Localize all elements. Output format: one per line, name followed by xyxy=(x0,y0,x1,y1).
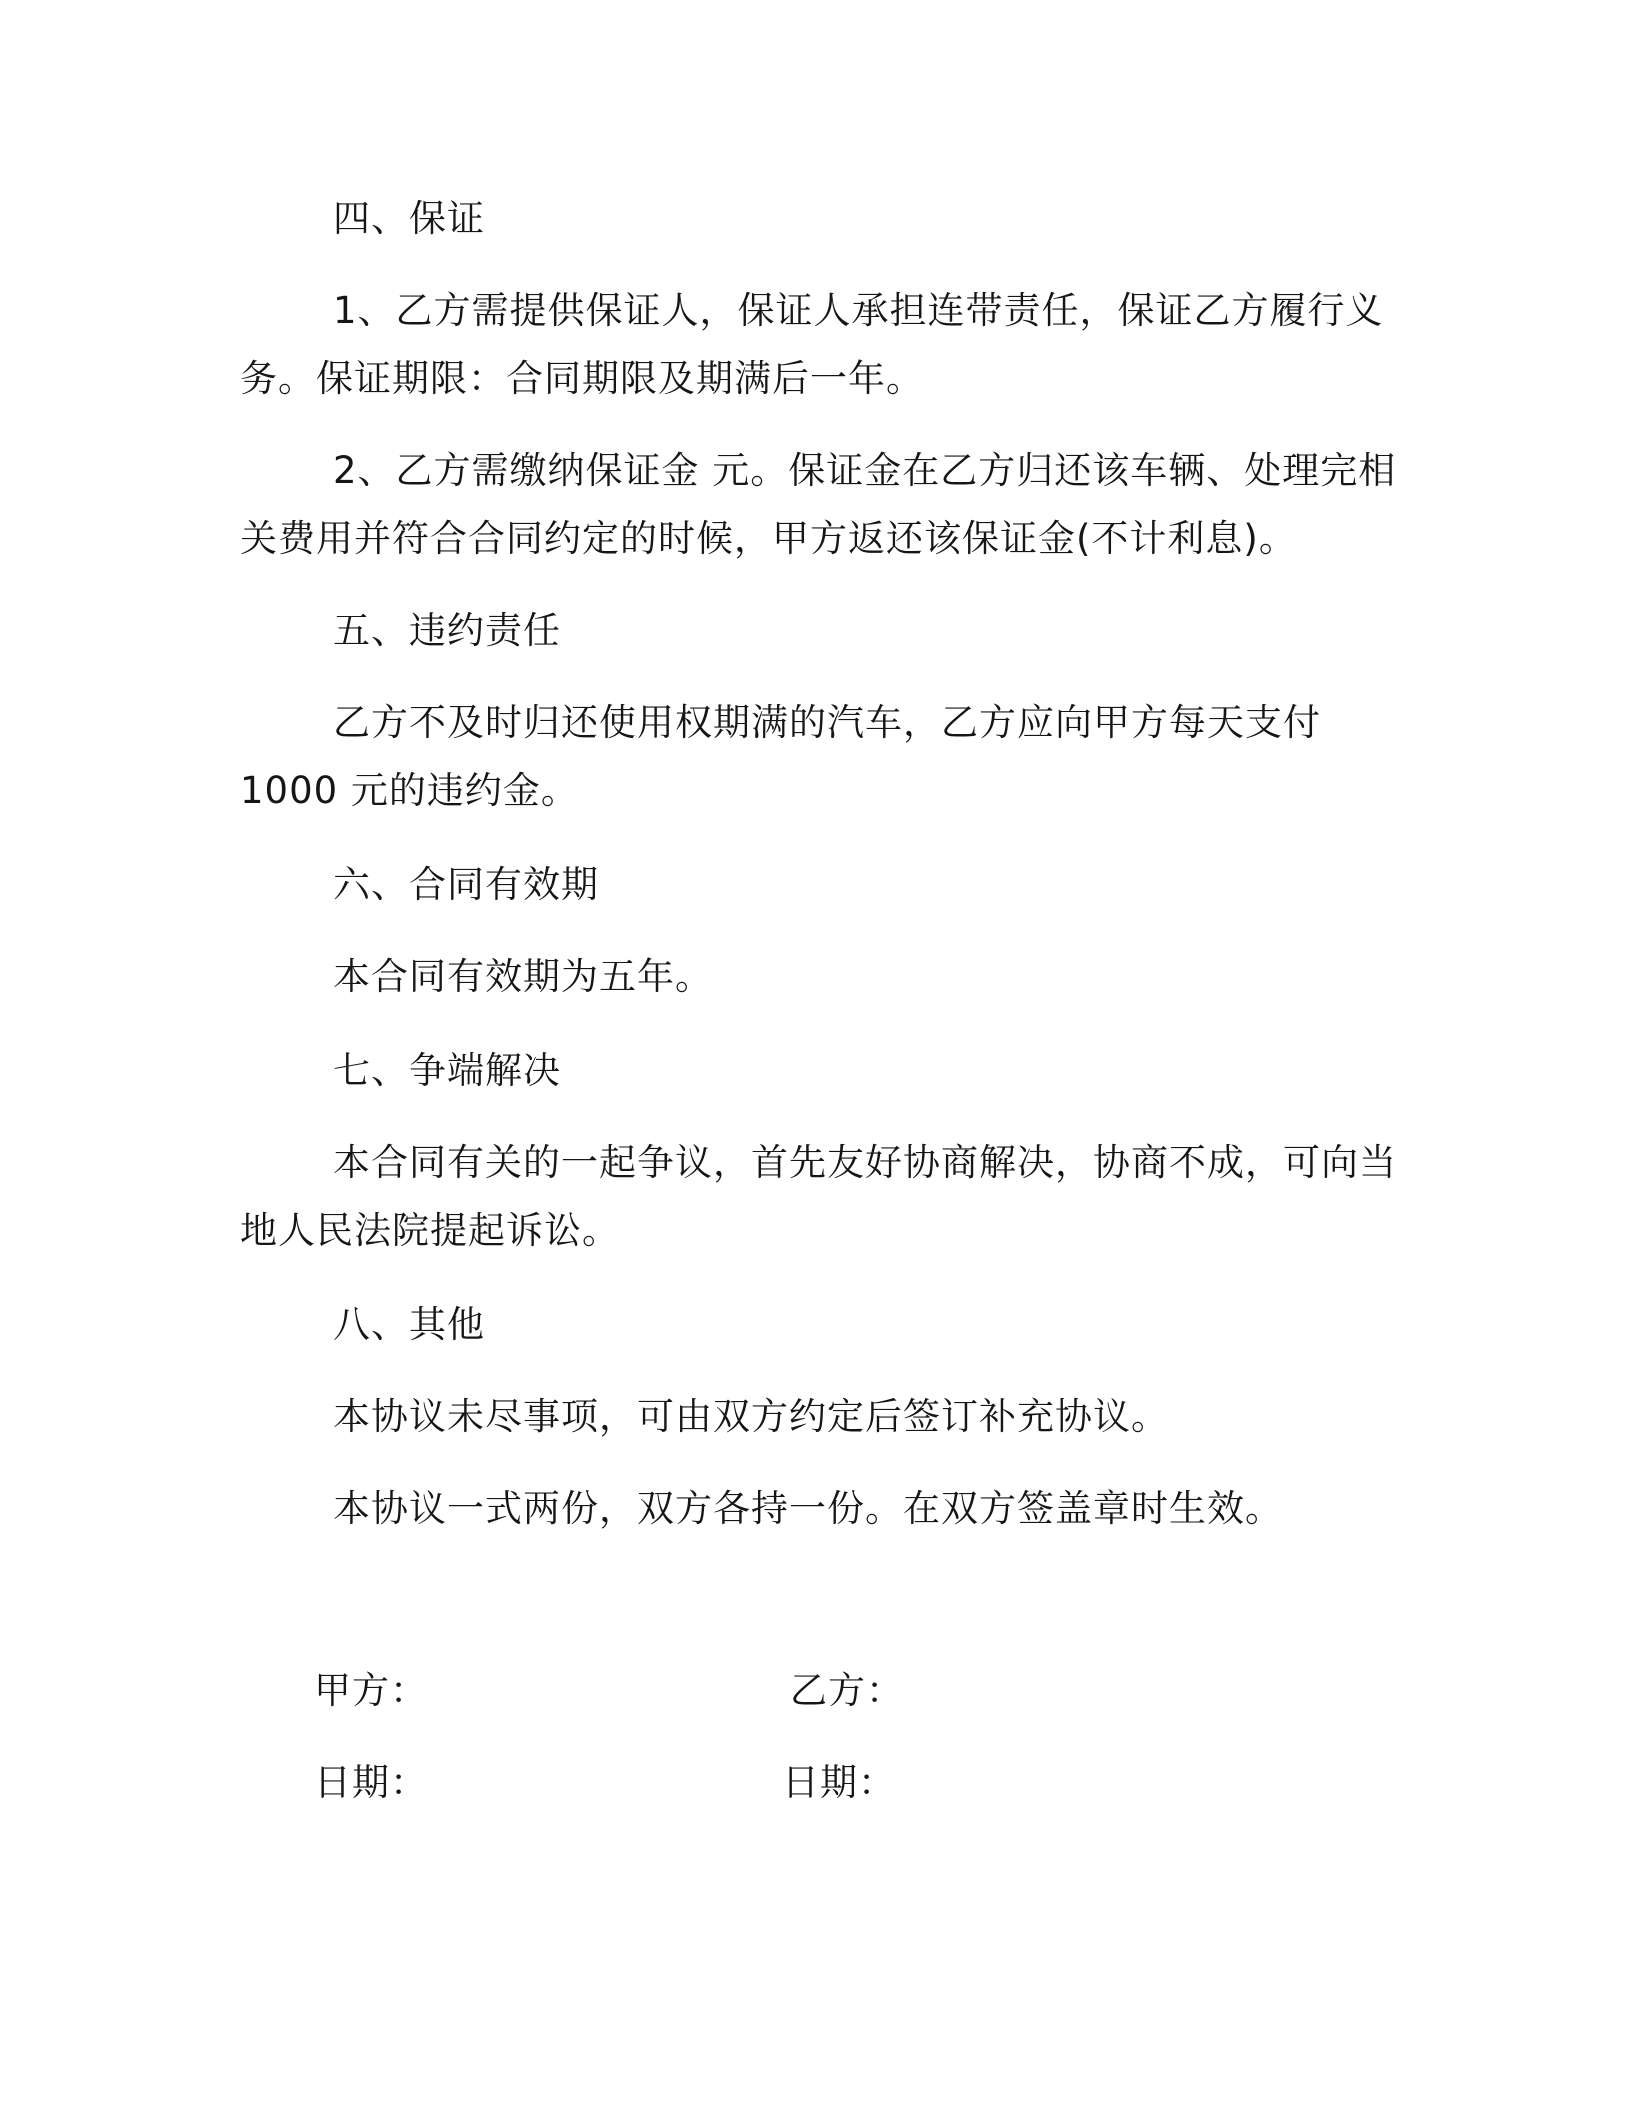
section-6-body: 本合同有效期为五年。 xyxy=(333,955,713,998)
section-5-body-line-2: 1000 元的违约金。 xyxy=(240,769,579,812)
section-4-item-1-line-2: 务。保证期限：合同期限及期满后一年。 xyxy=(240,357,924,400)
section-4-item-2-line-1: 2、乙方需缴纳保证金 元。保证金在乙方归还该车辆、处理完相 xyxy=(333,449,1397,492)
section-8-body-2: 本协议一式两份，双方各持一份。在双方签盖章时生效。 xyxy=(333,1487,1283,1530)
section-4-item-1-line-1: 1、乙方需提供保证人，保证人承担连带责任，保证乙方履行义 xyxy=(333,289,1384,332)
section-4-heading: 四、保证 xyxy=(333,197,485,240)
section-7-body-line-1: 本合同有关的一起争议，首先友好协商解决，协商不成，可向当 xyxy=(333,1141,1397,1184)
section-8-body-1: 本协议未尽事项，可由双方约定后签订补充协议。 xyxy=(333,1395,1169,1438)
section-4-item-2-line-2: 关费用并符合合同约定的时候，甲方返还该保证金(不计利息)。 xyxy=(240,517,1297,560)
section-6-heading: 六、合同有效期 xyxy=(333,863,599,906)
party-b-date-label: 日期： xyxy=(782,1761,896,1804)
section-5-heading: 五、违约责任 xyxy=(333,609,561,652)
section-5-body-line-1: 乙方不及时归还使用权期满的汽车，乙方应向甲方每天支付 xyxy=(333,701,1321,744)
party-a-date-label: 日期： xyxy=(314,1761,428,1804)
section-7-body-line-2: 地人民法院提起诉讼。 xyxy=(240,1209,620,1252)
section-7-heading: 七、争端解决 xyxy=(333,1049,561,1092)
party-a-label: 甲方： xyxy=(314,1669,428,1712)
party-b-label: 乙方： xyxy=(790,1669,904,1712)
section-8-heading: 八、其他 xyxy=(333,1303,485,1346)
